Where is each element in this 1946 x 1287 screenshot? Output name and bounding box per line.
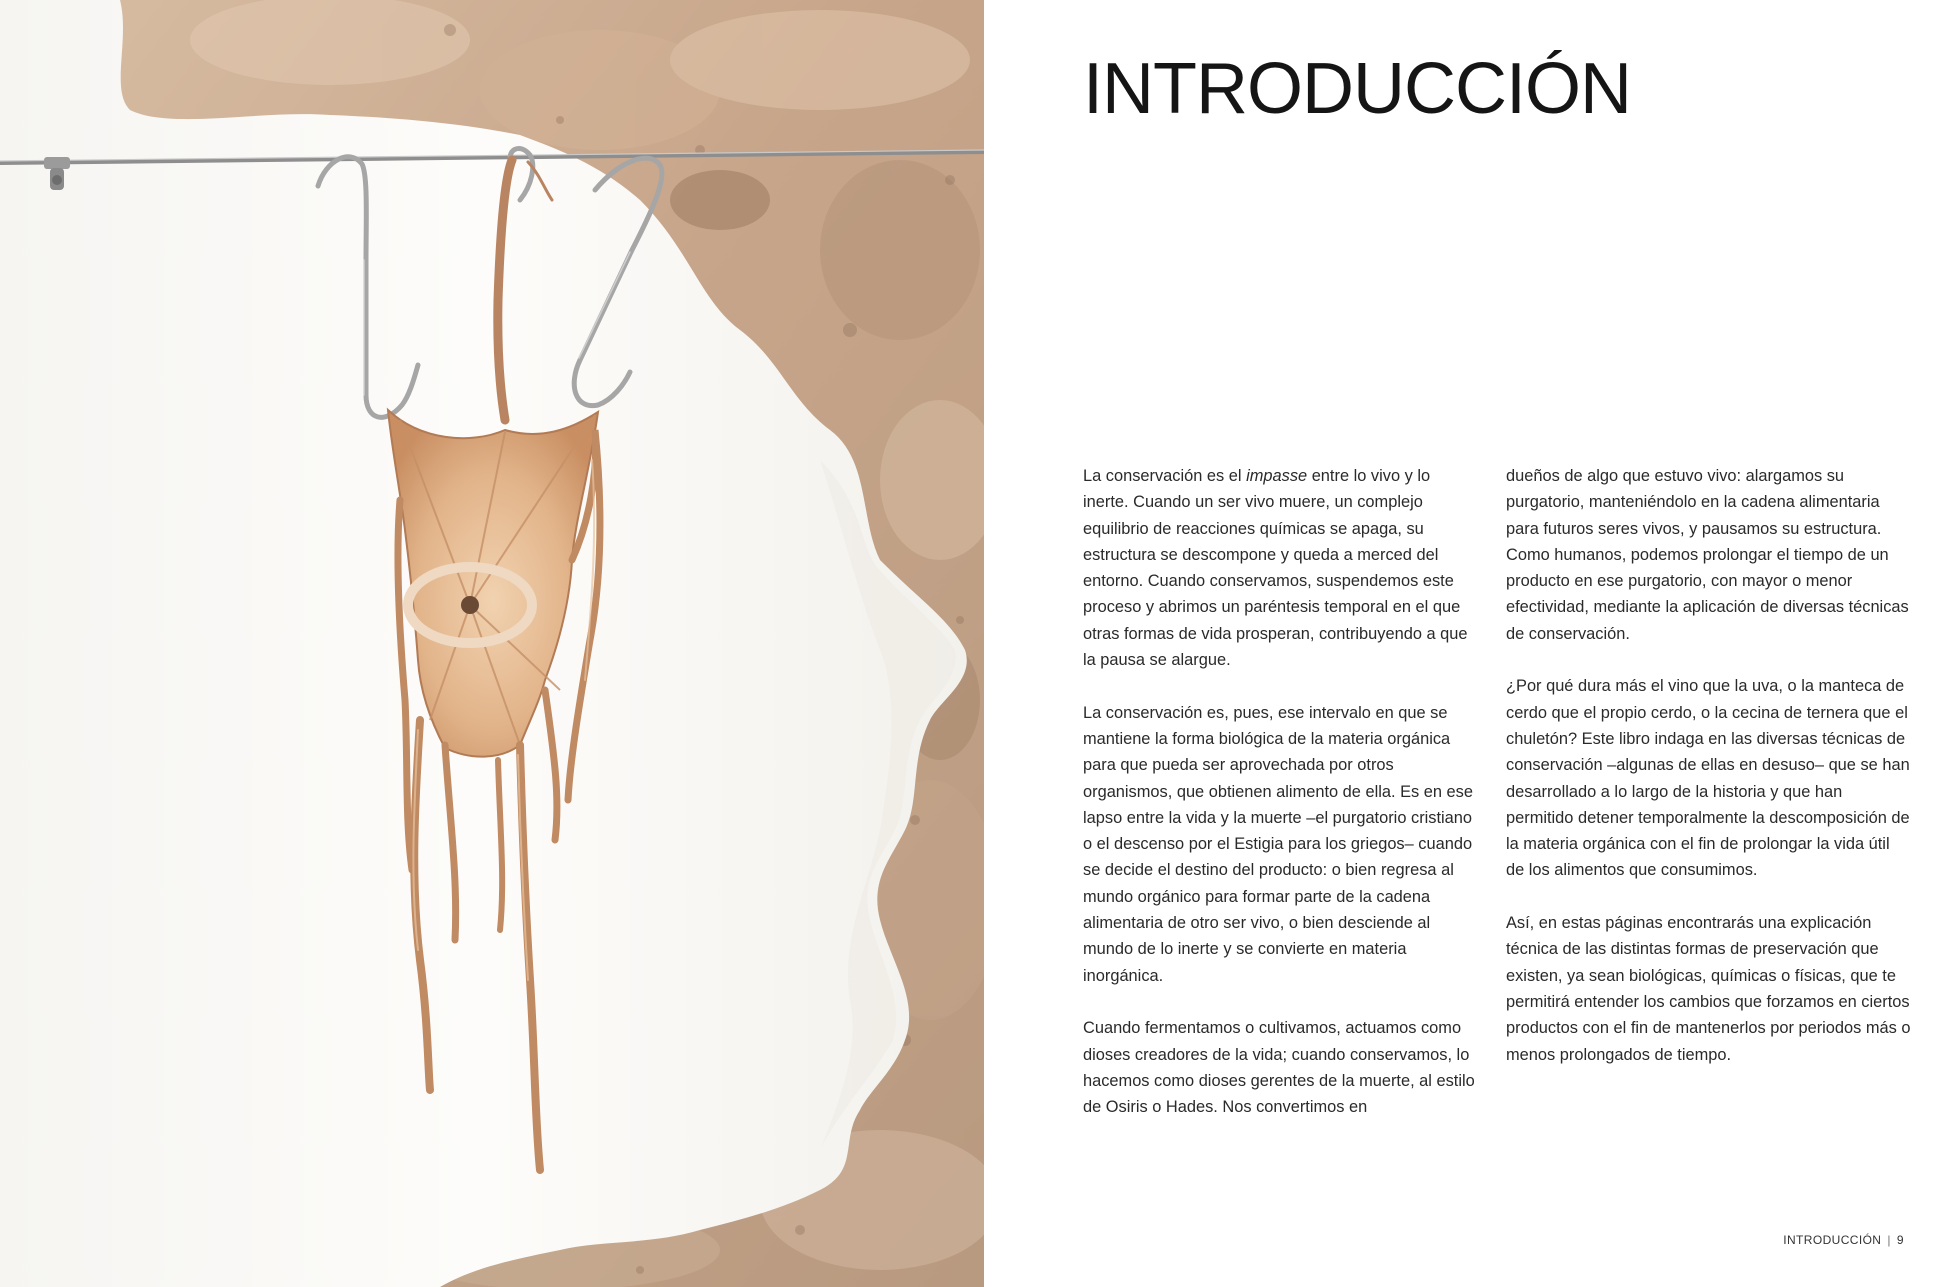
body-paragraph: La conservación es el impasse entre lo vivo y lo inerte. Cuando un ser vivo muere, un complejo equilibrio de reacciones químicas se apaga, su estructura se descompone y queda a merced del entorno. Cuando conservamos, suspendemos este proceso y abrimos un paréntesis temporal en el que otras formas de vida prosperan, contribuyendo a que la pausa se alargue.: [1083, 467, 1468, 670]
body-column-left: [1083, 463, 1478, 1147]
text-page: [984, 0, 1946, 1287]
italic-term: impasse: [1246, 467, 1308, 485]
folio-separator: |: [1887, 1233, 1891, 1247]
body-paragraph: La conservación es, pues, ese intervalo en que se mantiene la forma biológica de la materia orgánica para que pueda ser aprovechada por otros organismos, que obtienen alimento de ella. Es en ese lapso entre la vida y la muerte –el purgatorio cristiano o el descenso por el Estigia para los griegos– cuando se decide el destino del producto: o bien regresa al mundo orgánico para formar parte de la cadena alimentaria de otro ser vivo, o bien desciende al mundo de lo inerte y se convierte en materia inorgánica.: [1083, 703, 1473, 985]
body-paragraph: ¿Por qué dura más el vino que la uva, o la manteca de cerdo que el propio cerdo, o la cecina de ternera que el chuletón? Este libro indaga en las diversas técnicas de conservación –algunas de ellas en desuso– que se han desarrollado a lo largo de la historia y que han permitido detener temporalmente la descomposición de la materia orgánica con el fin de prolongar la vida útil de los alimentos que consumimos.: [1506, 677, 1910, 880]
page-number: 9: [1896, 1233, 1904, 1247]
body-column-right: [1506, 463, 1911, 1094]
body-paragraph: dueños de algo que estuvo vivo: alargamos su purgatorio, manteniéndolo en la cadena alimentaria para futuros seres vivos, y pausamos su estructura. Como humanos, podemos prolongar el tiempo de un producto en ese purgatorio, con mayor o menor efectividad, mediante la aplicación de diversas técnicas de conservación.: [1506, 467, 1909, 643]
body-paragraph: Así, en estas páginas encontrarás una explicación técnica de las distintas formas de preservación que existen, ya sean biológicas, químicas o físicas, que te permitirá entender los cambios que forzamos en ciertos productos con el fin de mantenerlos por periodos más o menos prolongados de tiempo.: [1506, 914, 1911, 1064]
page-footer: [1783, 1233, 1904, 1247]
running-section-title: INTRODUCCIÓN: [1783, 1233, 1882, 1247]
chapter-title: INTRODUCCIÓN: [1083, 49, 1631, 129]
body-paragraph: Cuando fermentamos o cultivamos, actuamos como dioses creadores de la vida; cuando conservamos, lo hacemos como dioses gerentes de la muerte, al estilo de Osiris o Hades. Nos convertimos en: [1083, 1019, 1475, 1117]
